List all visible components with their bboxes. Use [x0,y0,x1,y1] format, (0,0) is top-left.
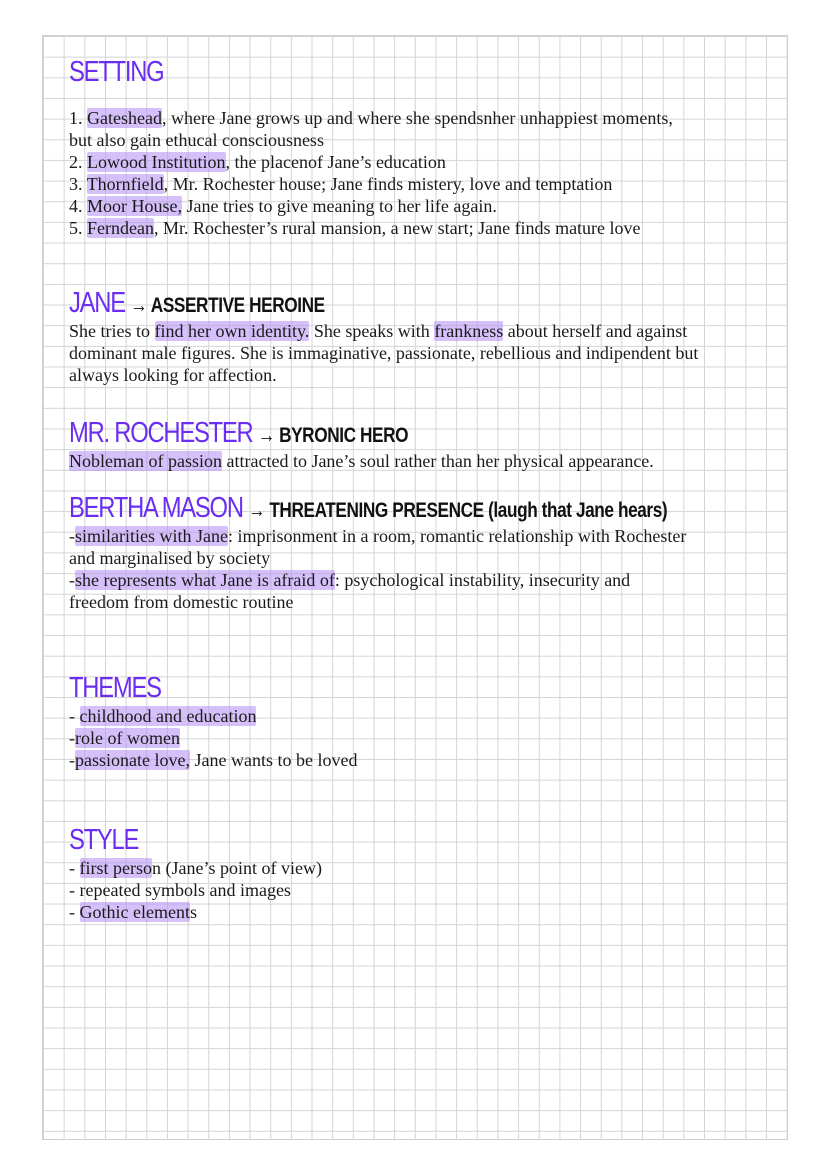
heading-subtitle: → THREATENING PRESENCE (laugh that Jane hears) [248,499,668,522]
highlighted-text: Moor House, [87,196,182,216]
text-line [69,129,673,151]
heading-title: STYLE [69,824,139,856]
heading-title: BERTHA MASON [69,492,243,524]
text-segment: - [69,706,80,726]
section-heading [69,671,306,705]
text-segment: - [69,570,75,590]
text-segment: - [69,750,75,770]
text-line [69,364,698,386]
highlighted-text: Gateshead [87,108,162,128]
text-line [69,173,673,195]
text-segment: always looking for affection. [69,365,277,385]
text-segment: 2. [69,152,87,172]
text-segment: - [69,858,80,878]
text-segment: but also gain ethucal consciousness [69,130,324,150]
highlighted-text: Nobleman of passion [69,451,222,471]
text-segment: about herself and against [503,321,688,341]
text-line [69,320,698,342]
text-segment: n (Jane’s point of view) [151,858,322,878]
text-segment: freedom from domestic routine [69,592,294,612]
section-heading [69,491,667,525]
highlighted-text: childhood and education [79,706,257,726]
text-line [69,569,799,591]
section-rochester [69,416,654,472]
heading-title: JANE [69,287,125,319]
section-heading [69,55,564,89]
highlighted-text: find her own identity. [154,321,310,341]
text-line [69,749,357,771]
text-segment: 3. [69,174,87,194]
heading-title: SETTING [69,56,164,88]
text-segment: dominant male figures. She is immaginative, passionate, rebellious and indipendent but [69,343,699,363]
text-segment: - [69,902,80,922]
heading-subtitle: → BYRONIC HERO [257,424,409,447]
text-line [69,151,673,173]
section-bertha [69,491,799,613]
section-themes [69,671,357,771]
highlighted-text: Ferndean [87,218,154,238]
text-segment: 4. [69,196,87,216]
text-segment: - [69,728,75,748]
text-segment: , the placenof Jane’s education [225,152,446,172]
section-jane [69,286,698,386]
text-line [69,342,698,364]
text-line [69,857,322,879]
text-line [69,195,673,217]
text-segment: s [189,902,197,922]
text-line [69,107,673,129]
heading-subtitle: → ASSERTIVE HEROINE [130,294,325,317]
text-segment: : psychological instability, insecurity and [334,570,631,590]
text-segment: She speaks with [309,321,435,341]
text-line [69,705,357,727]
section-heading [69,416,549,450]
text-line [69,217,673,239]
text-line [69,547,799,569]
section-heading [69,823,276,857]
highlighted-text: Thornfield [86,174,164,194]
text-segment: , Mr. Rochester house; Jane finds mistery, love and temptation [163,174,613,194]
text-line [69,591,799,613]
highlighted-text: she represents what Jane is afraid of [75,570,335,590]
heading-title: MR. ROCHESTER [69,417,253,449]
highlighted-text: passionate love, [75,750,190,770]
highlighted-text: Lowood Institution [87,152,226,172]
text-segment: 5. [69,218,87,238]
section-setting [69,55,673,239]
heading-title: THEMES [69,672,161,704]
highlighted-text: frankness [434,321,504,341]
section-style [69,823,322,923]
text-line [69,727,357,749]
text-segment: - repeated symbols and images [69,880,291,900]
text-segment: Jane tries to give meaning to her life again. [182,196,497,216]
highlighted-text: Gothic element [79,902,190,922]
text-segment: Jane wants to be loved [189,750,358,770]
text-segment: , where Jane grows up and where she spendsnher unhappiest moments, [161,108,673,128]
highlighted-text: role of women [75,728,180,748]
highlighted-text: similarities with Jane [75,526,228,546]
text-segment: She tries to [69,321,155,341]
section-heading [69,286,585,320]
text-segment: attracted to Jane’s soul rather than her physical appearance. [221,451,654,471]
text-segment: - [69,526,75,546]
text-segment: : imprisonment in a room, romantic relationship with Rochester [227,526,687,546]
text-line [69,901,322,923]
text-segment: , Mr. Rochester’s rural mansion, a new start; Jane finds mature love [153,218,641,238]
text-line [69,879,322,901]
text-line [69,450,654,472]
highlighted-text: first perso [79,858,152,878]
text-line [69,525,799,547]
text-segment: and marginalised by society [69,548,271,568]
text-segment: 1. [69,108,87,128]
